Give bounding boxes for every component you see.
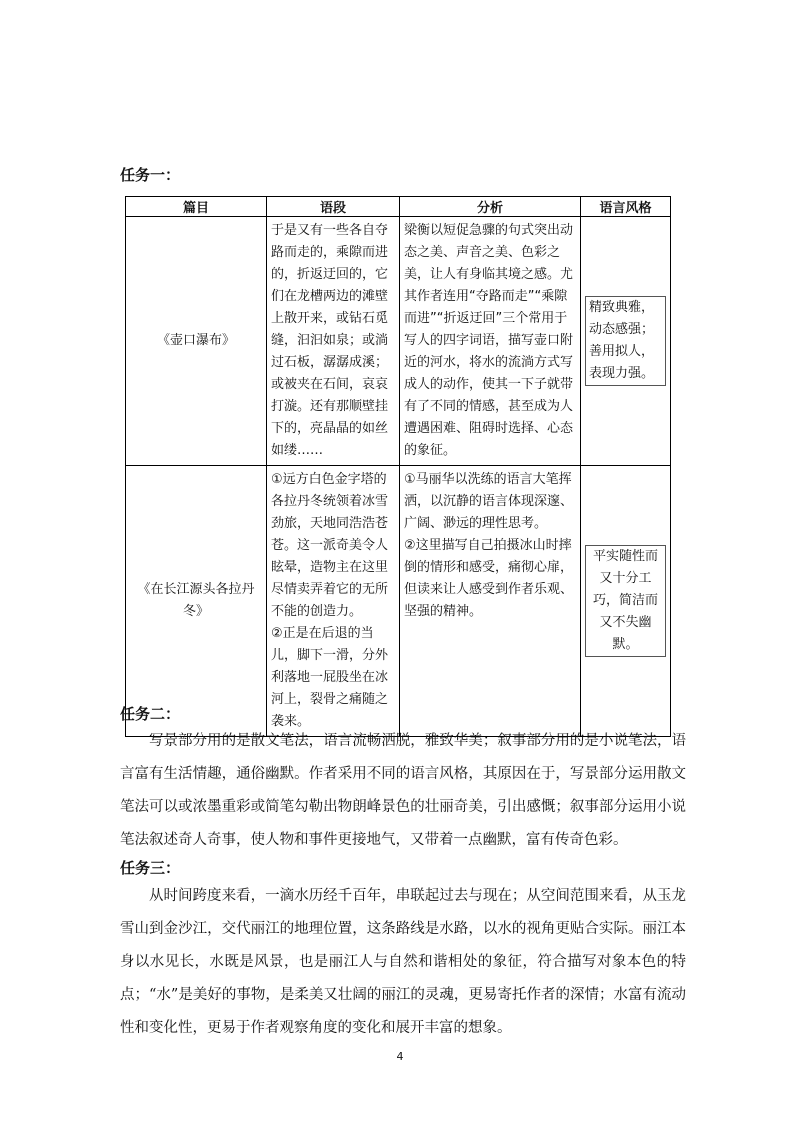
row2-analysis xyxy=(400,466,581,737)
analysis-table xyxy=(125,196,671,737)
row2-style-text: 平实随性而又十分工巧，简洁而又不失幽默。 xyxy=(585,545,666,657)
header-title: 篇目 xyxy=(126,197,267,217)
row2-title: 《在长江源头各拉丹冬》 xyxy=(126,466,267,737)
header-analysis: 分析 xyxy=(400,197,581,217)
table-header-row xyxy=(126,197,671,217)
header-passage: 语段 xyxy=(267,197,400,217)
row1-analysis: 梁衡以短促急骤的句式突出动态之美、声音之美、色彩之美，让人有身临其境之感。尤其作者连用“夺路而走”“乘隙而进”“折返迂回”三个常用于写人的四字词语，描写壶口附近的河水，将水的流淌方式写成人的动作，使其一下子就带有了不同的情感，甚至成为人遭遇困难、阻碍时选择、心态的象征。 xyxy=(400,217,581,466)
row2-passage xyxy=(267,466,400,737)
task2-paragraph: 写景部分用的是散文笔法，语言流畅洒脱，雅致华美；叙事部分用的是小说笔法，语言富有生活情趣，通俗幽默。作者采用不同的语言风格，其原因在于，写景部分运用散文笔法可以或浓墨重彩或简笔勾勒出物朗峰景色的壮丽奇美，引出感慨；叙事部分运用小说笔法叙述奇人奇事，使人物和事件更接地气，又带着一点幽默，富有传奇色彩。 xyxy=(120,733,686,848)
row2-analysis-part1: ①马丽华以洗练的语言大笔挥洒，以沉静的语言体现深邃、广阔、渺远的理性思考。 xyxy=(404,472,574,531)
table-row xyxy=(126,466,671,737)
row2-passage-part1: ①远方白色金字塔的各拉丹冬统领着冰雪劲旅，天地同浩浩苍苍。这一派奇美令人眩晕，造物主在这里尽情卖弄着它的无所不能的创造力。 xyxy=(271,472,389,619)
task2-title: 任务二： xyxy=(120,705,181,723)
row1-style-text: 精致典雅，动态感强；善用拟人，表现力强。 xyxy=(585,296,666,386)
header-style: 语言风格 xyxy=(581,197,671,217)
row2-analysis-part2: ②这里描写自己拍摄冰山时摔倒的情形和感受，痛彻心扉，但读来让人感受到作者乐观、坚强的精神。 xyxy=(404,538,574,619)
row1-style xyxy=(581,217,671,466)
row2-style xyxy=(581,466,671,737)
row1-title: 《壶口瀑布》 xyxy=(126,217,267,466)
task3-paragraph: 从时间跨度来看，一滴水历经千百年，串联起过去与现在；从空间范围来看，从玉龙雪山到金沙江，交代丽江的地理位置，这条路线是水路，以水的视角更贴合实际。丽江本身以水见长，水既是风景，也是丽江人与自然和谐相处的象征，符合描写对象本色的特点；“水”是美好的事物，是柔美又壮阔的丽江的灵魂，更易寄托作者的深情；水富有流动性和变化性，更易于作者观察角度的变化和展开丰富的想象。 xyxy=(120,888,686,1036)
table-row xyxy=(126,217,671,466)
page-number: 4 xyxy=(396,1050,404,1063)
row1-passage: 于是又有一些各自夺路而走的，乘隙而进的，折返迂回的，它们在龙槽两边的滩壁上散开来，或钻石觅缝，汩汩如泉；或淌过石板，潺潺成溪；或被夹在石间，哀哀打漩。还有那顺壁挂下的，亮晶晶的如丝如缕…… xyxy=(267,217,400,466)
row2-passage-part2: ②正是在后退的当儿，脚下一滑，分外利落地一屁股坐在冰河上，裂骨之痛随之袭来。 xyxy=(271,626,389,729)
task1-title: 任务一： xyxy=(120,166,181,184)
task3-title: 任务三： xyxy=(120,859,181,877)
